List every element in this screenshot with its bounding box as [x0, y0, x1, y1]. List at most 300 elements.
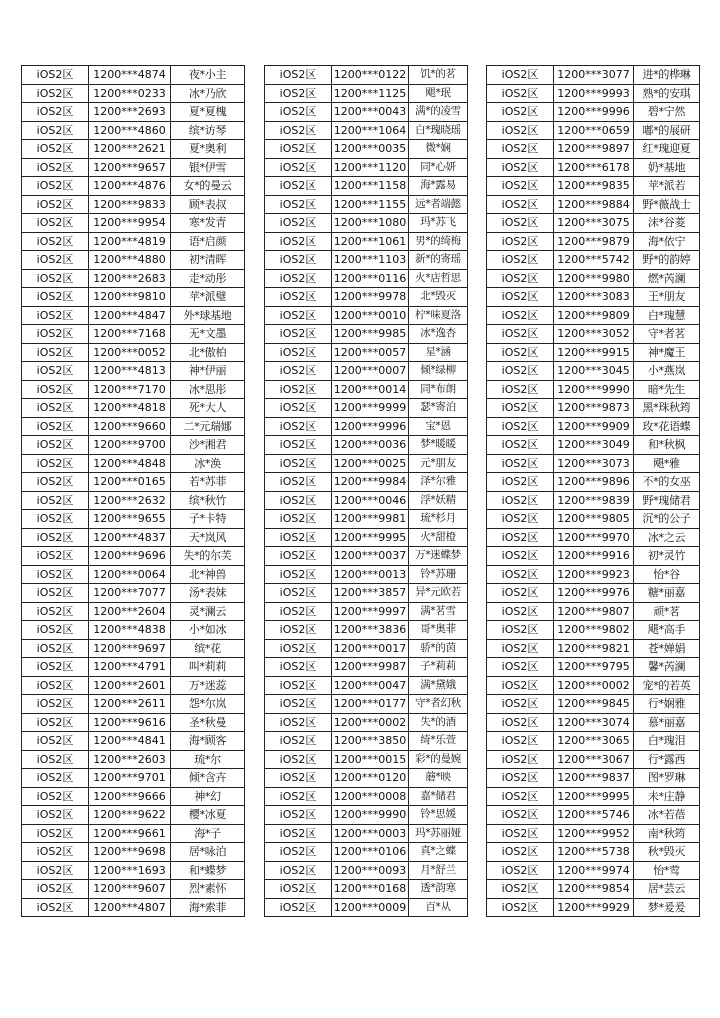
- account-id-cell: 1200***9696: [89, 547, 171, 566]
- nickname-cell: 熟*的安琪: [634, 84, 700, 103]
- nickname-cell: 宠*的若英: [634, 676, 700, 695]
- server-cell: iOS2区: [487, 417, 554, 436]
- nickname-cell: 神*幻: [171, 787, 245, 806]
- account-id-cell: 1200***3857: [332, 584, 409, 603]
- nickname-cell: 火*甜橙: [409, 528, 468, 547]
- server-cell: iOS2区: [265, 288, 332, 307]
- server-cell: iOS2区: [265, 195, 332, 214]
- account-id-cell: 1200***4860: [89, 121, 171, 140]
- table-row: [22, 454, 245, 473]
- nickname-cell: 黑*珠秋筠: [634, 399, 700, 418]
- nickname-cell: 海*依宁: [634, 232, 700, 251]
- account-id-cell: 1200***9990: [554, 380, 634, 399]
- table-row: [22, 177, 245, 196]
- nickname-cell: 女*的曼云: [171, 177, 245, 196]
- server-cell: iOS2区: [265, 528, 332, 547]
- nickname-cell: 夏*夏槐: [171, 103, 245, 122]
- account-id-cell: 1200***9923: [554, 565, 634, 584]
- table-row: [265, 362, 468, 381]
- account-id-cell: 1200***2683: [89, 269, 171, 288]
- account-id-cell: 1200***5738: [554, 843, 634, 862]
- server-cell: iOS2区: [487, 547, 554, 566]
- account-id-cell: 1200***9981: [332, 510, 409, 529]
- nickname-cell: 秋*毁灭: [634, 843, 700, 862]
- nickname-cell: 小*燕岚: [634, 362, 700, 381]
- nickname-cell: 燃*芮澜: [634, 269, 700, 288]
- nickname-cell: 银*伊雪: [171, 158, 245, 177]
- server-cell: iOS2区: [487, 584, 554, 603]
- table-row: [265, 713, 468, 732]
- server-cell: iOS2区: [22, 824, 89, 843]
- server-cell: iOS2区: [22, 251, 89, 270]
- nickname-cell: 火*店哲思: [409, 269, 468, 288]
- nickname-cell: 饥*的茗: [409, 66, 468, 85]
- server-cell: iOS2区: [487, 510, 554, 529]
- nickname-cell: 玛*苏丽娅: [409, 824, 468, 843]
- account-id-cell: 1200***0036: [332, 436, 409, 455]
- table-row: [487, 547, 700, 566]
- table-row: [487, 306, 700, 325]
- table-row: [487, 676, 700, 695]
- account-id-cell: 1200***9997: [332, 602, 409, 621]
- server-cell: iOS2区: [487, 861, 554, 880]
- table-row: [22, 288, 245, 307]
- nickname-cell: 满*黛娥: [409, 676, 468, 695]
- account-id-cell: 1200***0010: [332, 306, 409, 325]
- table-row: [265, 343, 468, 362]
- server-cell: iOS2区: [22, 732, 89, 751]
- account-id-cell: 1200***1064: [332, 121, 409, 140]
- server-cell: iOS2区: [487, 769, 554, 788]
- account-id-cell: 1200***9833: [89, 195, 171, 214]
- nickname-cell: 海*露易: [409, 177, 468, 196]
- server-cell: iOS2区: [265, 362, 332, 381]
- table-row: [22, 362, 245, 381]
- table-row: [487, 584, 700, 603]
- account-id-cell: 1200***9970: [554, 528, 634, 547]
- account-id-cell: 1200***1693: [89, 861, 171, 880]
- account-id-cell: 1200***2604: [89, 602, 171, 621]
- table-row: [265, 843, 468, 862]
- nickname-cell: 骄*的茵: [409, 639, 468, 658]
- account-id-cell: 1200***4818: [89, 399, 171, 418]
- nickname-cell: 同*心妍: [409, 158, 468, 177]
- table-row: [265, 454, 468, 473]
- nickname-cell: 梦*暖暖: [409, 436, 468, 455]
- nickname-cell: 暗*先生: [634, 380, 700, 399]
- server-cell: iOS2区: [265, 436, 332, 455]
- server-cell: iOS2区: [487, 750, 554, 769]
- server-cell: iOS2区: [22, 750, 89, 769]
- account-id-cell: 1200***9990: [332, 806, 409, 825]
- table-row: [22, 121, 245, 140]
- server-cell: iOS2区: [487, 343, 554, 362]
- table-row: [22, 325, 245, 344]
- nickname-cell: 沉*的公子: [634, 510, 700, 529]
- account-id-cell: 1200***9896: [554, 473, 634, 492]
- table-row: [487, 510, 700, 529]
- account-id-cell: 1200***9807: [554, 602, 634, 621]
- nickname-cell: 缤*访琴: [171, 121, 245, 140]
- account-id-cell: 1200***9976: [554, 584, 634, 603]
- account-id-cell: 1200***9995: [554, 787, 634, 806]
- nickname-cell: 琉*杉月: [409, 510, 468, 529]
- nickname-cell: 缤*花: [171, 639, 245, 658]
- table-row: [265, 66, 468, 85]
- server-cell: iOS2区: [22, 121, 89, 140]
- server-cell: iOS2区: [22, 806, 89, 825]
- nickname-cell: 满*的凌雪: [409, 103, 468, 122]
- account-id-cell: 1200***9996: [554, 103, 634, 122]
- nickname-cell: 万*迷蝶梦: [409, 547, 468, 566]
- account-id-cell: 1200***9700: [89, 436, 171, 455]
- nickname-cell: 圣*秋曼: [171, 713, 245, 732]
- nickname-cell: 嘉*储君: [409, 787, 468, 806]
- nickname-cell: 糖*丽嘉: [634, 584, 700, 603]
- nickname-cell: 冰*思彤: [171, 380, 245, 399]
- nickname-cell: 寒*发青: [171, 214, 245, 233]
- server-cell: iOS2区: [487, 399, 554, 418]
- account-id-cell: 1200***4841: [89, 732, 171, 751]
- nickname-cell: 冰*乃欣: [171, 84, 245, 103]
- table-row: [487, 103, 700, 122]
- nickname-cell: 北*毁灭: [409, 288, 468, 307]
- table-row: [265, 861, 468, 880]
- server-cell: iOS2区: [22, 769, 89, 788]
- nickname-cell: 和*蝶梦: [171, 861, 245, 880]
- server-cell: iOS2区: [487, 454, 554, 473]
- nickname-cell: 奶*基地: [634, 158, 700, 177]
- server-cell: iOS2区: [487, 195, 554, 214]
- server-cell: iOS2区: [22, 306, 89, 325]
- server-cell: iOS2区: [265, 121, 332, 140]
- table-row: [22, 473, 245, 492]
- account-id-cell: 1200***3049: [554, 436, 634, 455]
- server-cell: iOS2区: [22, 473, 89, 492]
- account-id-cell: 1200***0025: [332, 454, 409, 473]
- table-row: [22, 824, 245, 843]
- server-cell: iOS2区: [22, 343, 89, 362]
- table-row: [22, 565, 245, 584]
- nickname-cell: 南*秋筠: [634, 824, 700, 843]
- nickname-cell: 未*庄静: [634, 787, 700, 806]
- table-row: [265, 306, 468, 325]
- server-cell: iOS2区: [22, 158, 89, 177]
- nickname-cell: 沙*湘君: [171, 436, 245, 455]
- nickname-cell: 海*子: [171, 824, 245, 843]
- table-row: [265, 195, 468, 214]
- table-row: [265, 806, 468, 825]
- table-row: [265, 325, 468, 344]
- nickname-cell: 蘑*映: [409, 769, 468, 788]
- nickname-cell: 新*的寄瑶: [409, 251, 468, 270]
- table-row: [487, 362, 700, 381]
- account-id-cell: 1200***3077: [554, 66, 634, 85]
- table-row: [22, 843, 245, 862]
- nickname-cell: 野*瑰储君: [634, 491, 700, 510]
- account-id-cell: 1200***0017: [332, 639, 409, 658]
- table-row: [22, 602, 245, 621]
- table-row: [265, 436, 468, 455]
- nickname-cell: 无*文墨: [171, 325, 245, 344]
- nickname-cell: 远*者端懿: [409, 195, 468, 214]
- server-cell: iOS2区: [22, 103, 89, 122]
- account-id-cell: 1200***9616: [89, 713, 171, 732]
- server-cell: iOS2区: [487, 177, 554, 196]
- server-cell: iOS2区: [265, 621, 332, 640]
- account-id-cell: 1200***9809: [554, 306, 634, 325]
- server-cell: iOS2区: [265, 158, 332, 177]
- server-cell: iOS2区: [265, 898, 332, 917]
- nickname-cell: 怡*谷: [634, 565, 700, 584]
- server-cell: iOS2区: [265, 140, 332, 159]
- account-id-cell: 1200***9985: [332, 325, 409, 344]
- server-cell: iOS2区: [487, 491, 554, 510]
- account-id-cell: 1200***9839: [554, 491, 634, 510]
- server-cell: iOS2区: [265, 787, 332, 806]
- table-row: [22, 436, 245, 455]
- server-cell: iOS2区: [265, 417, 332, 436]
- account-id-cell: 1200***2632: [89, 491, 171, 510]
- table-row: [22, 380, 245, 399]
- table-row: [487, 288, 700, 307]
- nickname-cell: 死*大人: [171, 399, 245, 418]
- table-row: [22, 639, 245, 658]
- table-row: [22, 510, 245, 529]
- table-row: [22, 343, 245, 362]
- account-id-cell: 1200***9657: [89, 158, 171, 177]
- table-row: [22, 621, 245, 640]
- server-cell: iOS2区: [22, 140, 89, 159]
- table-row: [22, 861, 245, 880]
- table-row: [22, 750, 245, 769]
- account-id-cell: 1200***9879: [554, 232, 634, 251]
- account-id-cell: 1200***9993: [554, 84, 634, 103]
- table-row: [487, 84, 700, 103]
- server-cell: iOS2区: [487, 806, 554, 825]
- server-cell: iOS2区: [22, 380, 89, 399]
- nickname-cell: 百*从: [409, 898, 468, 917]
- nickname-cell: 宝*恩: [409, 417, 468, 436]
- account-id-cell: 1200***4837: [89, 528, 171, 547]
- nickname-cell: 海*顾客: [171, 732, 245, 751]
- server-cell: iOS2区: [265, 565, 332, 584]
- account-id-cell: 1200***9996: [332, 417, 409, 436]
- nickname-cell: 若*苏菲: [171, 473, 245, 492]
- server-cell: iOS2区: [265, 510, 332, 529]
- table-row: [22, 713, 245, 732]
- table-row: [265, 140, 468, 159]
- server-cell: iOS2区: [265, 343, 332, 362]
- nickname-cell: 满*茗雪: [409, 602, 468, 621]
- table-row: [487, 325, 700, 344]
- account-id-cell: 1200***0052: [89, 343, 171, 362]
- account-id-cell: 1200***3083: [554, 288, 634, 307]
- nickname-cell: 浮*妖精: [409, 491, 468, 510]
- account-id-cell: 1200***9873: [554, 399, 634, 418]
- server-cell: iOS2区: [487, 214, 554, 233]
- table-row: [487, 732, 700, 751]
- account-id-cell: 1200***9974: [554, 861, 634, 880]
- account-id-cell: 1200***0046: [332, 491, 409, 510]
- table-row: [487, 66, 700, 85]
- account-id-cell: 1200***9795: [554, 658, 634, 677]
- table-row: [22, 269, 245, 288]
- account-id-cell: 1200***1155: [332, 195, 409, 214]
- table-row: [265, 84, 468, 103]
- nickname-cell: 神*魔王: [634, 343, 700, 362]
- server-cell: iOS2区: [22, 417, 89, 436]
- nickname-cell: 同*布朗: [409, 380, 468, 399]
- nickname-cell: 冰*之云: [634, 528, 700, 547]
- nickname-cell: 行*露西: [634, 750, 700, 769]
- table-row: [22, 898, 245, 917]
- table-row: [487, 806, 700, 825]
- table-row: [22, 676, 245, 695]
- server-cell: iOS2区: [265, 695, 332, 714]
- account-id-cell: 1200***4874: [89, 66, 171, 85]
- server-cell: iOS2区: [22, 66, 89, 85]
- table-row: [265, 380, 468, 399]
- nickname-cell: 守*者茗: [634, 325, 700, 344]
- nickname-cell: 冰*涣: [171, 454, 245, 473]
- nickname-cell: 慕*丽嘉: [634, 713, 700, 732]
- table-row: [22, 251, 245, 270]
- table-row: [265, 750, 468, 769]
- account-id-cell: 1200***9929: [554, 898, 634, 917]
- nickname-cell: 倾*含卉: [171, 769, 245, 788]
- server-cell: iOS2区: [265, 713, 332, 732]
- winner-table-left: [21, 65, 245, 917]
- server-cell: iOS2区: [487, 380, 554, 399]
- table-row: [22, 584, 245, 603]
- nickname-cell: 铃*苏珊: [409, 565, 468, 584]
- account-id-cell: 1200***9952: [554, 824, 634, 843]
- table-row: [265, 251, 468, 270]
- table-row: [265, 584, 468, 603]
- account-id-cell: 1200***0168: [332, 880, 409, 899]
- account-id-cell: 1200***3045: [554, 362, 634, 381]
- nickname-cell: 神*伊丽: [171, 362, 245, 381]
- nickname-cell: 苹*派璧: [171, 288, 245, 307]
- nickname-cell: 玛*苏飞: [409, 214, 468, 233]
- account-id-cell: 1200***9978: [332, 288, 409, 307]
- table-row: [265, 769, 468, 788]
- table-row: [22, 658, 245, 677]
- nickname-cell: 白*瑰晓瑶: [409, 121, 468, 140]
- table-row: [265, 121, 468, 140]
- table-row: [487, 713, 700, 732]
- table-row: [265, 658, 468, 677]
- account-id-cell: 1200***9984: [332, 473, 409, 492]
- nickname-cell: 怨*尔岚: [171, 695, 245, 714]
- account-id-cell: 1200***1158: [332, 177, 409, 196]
- account-id-cell: 1200***9845: [554, 695, 634, 714]
- nickname-cell: 子*卡特: [171, 510, 245, 529]
- server-cell: iOS2区: [22, 602, 89, 621]
- table-row: [487, 121, 700, 140]
- nickname-cell: 语*启颜: [171, 232, 245, 251]
- nickname-cell: 琉*尔: [171, 750, 245, 769]
- account-id-cell: 1200***9655: [89, 510, 171, 529]
- account-id-cell: 1200***2693: [89, 103, 171, 122]
- account-id-cell: 1200***4813: [89, 362, 171, 381]
- nickname-cell: 透*韵寒: [409, 880, 468, 899]
- account-id-cell: 1200***0057: [332, 343, 409, 362]
- nickname-cell: 绮*乐萱: [409, 732, 468, 751]
- nickname-cell: 异*元欧若: [409, 584, 468, 603]
- nickname-cell: 飓*雅: [634, 454, 700, 473]
- table-row: [487, 898, 700, 917]
- server-cell: iOS2区: [487, 325, 554, 344]
- table-row: [265, 103, 468, 122]
- nickname-cell: 居*芸云: [634, 880, 700, 899]
- table-row: [22, 417, 245, 436]
- table-row: [487, 140, 700, 159]
- table-row: [265, 510, 468, 529]
- table-row: [487, 454, 700, 473]
- server-cell: iOS2区: [487, 306, 554, 325]
- table-row: [487, 380, 700, 399]
- server-cell: iOS2区: [487, 436, 554, 455]
- account-id-cell: 1200***1080: [332, 214, 409, 233]
- server-cell: iOS2区: [265, 584, 332, 603]
- account-id-cell: 1200***9607: [89, 880, 171, 899]
- table-row: [487, 658, 700, 677]
- table-row: [265, 898, 468, 917]
- nickname-cell: 柠*味夏洛: [409, 306, 468, 325]
- server-cell: iOS2区: [265, 103, 332, 122]
- nickname-cell: 飓*珉: [409, 84, 468, 103]
- winner-table-right: [486, 65, 700, 917]
- table-row: [22, 84, 245, 103]
- table-row: [487, 843, 700, 862]
- account-id-cell: 1200***0008: [332, 787, 409, 806]
- account-id-cell: 1200***0093: [332, 861, 409, 880]
- nickname-cell: 嘟*的展研: [634, 121, 700, 140]
- server-cell: iOS2区: [487, 251, 554, 270]
- nickname-cell: 白*瑰泪: [634, 732, 700, 751]
- nickname-cell: 泽*尔雅: [409, 473, 468, 492]
- account-id-cell: 1200***9999: [332, 399, 409, 418]
- nickname-cell: 守*者幻秋: [409, 695, 468, 714]
- table-row: [265, 639, 468, 658]
- account-id-cell: 1200***4847: [89, 306, 171, 325]
- server-cell: iOS2区: [487, 84, 554, 103]
- server-cell: iOS2区: [265, 658, 332, 677]
- table-row: [487, 528, 700, 547]
- table-row: [487, 399, 700, 418]
- table-row: [22, 769, 245, 788]
- nickname-cell: 进*的桦琳: [634, 66, 700, 85]
- table-row: [487, 695, 700, 714]
- table-row: [487, 436, 700, 455]
- table-row: [487, 639, 700, 658]
- nickname-cell: 海*索菲: [171, 898, 245, 917]
- table-row: [487, 861, 700, 880]
- server-cell: iOS2区: [265, 806, 332, 825]
- account-id-cell: 1200***7170: [89, 380, 171, 399]
- server-cell: iOS2区: [22, 676, 89, 695]
- account-id-cell: 1200***9837: [554, 769, 634, 788]
- server-cell: iOS2区: [22, 658, 89, 677]
- table-row: [22, 806, 245, 825]
- account-id-cell: 1200***9698: [89, 843, 171, 862]
- server-cell: iOS2区: [265, 325, 332, 344]
- table-row: [265, 547, 468, 566]
- nickname-cell: 碧*宁然: [634, 103, 700, 122]
- table-row: [265, 491, 468, 510]
